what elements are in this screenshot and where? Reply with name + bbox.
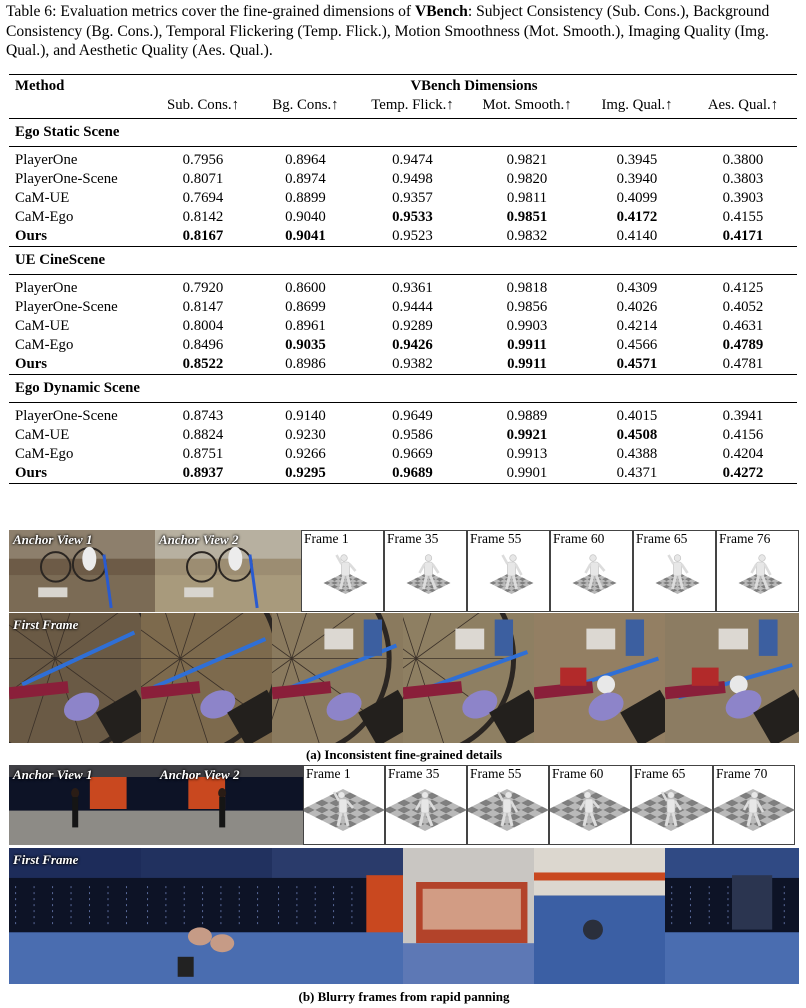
- first-frame-label: First Frame: [13, 852, 79, 867]
- frame-image: [272, 848, 403, 984]
- figure-b-bottom-row: [9, 848, 799, 984]
- frame-label: Frame 35: [388, 766, 440, 781]
- anchor-view-2: [156, 765, 303, 845]
- pose-frame: [716, 530, 799, 612]
- value-cell: 0.8142: [182, 209, 224, 225]
- frame-image: [272, 613, 403, 743]
- value-cell: 0.9913: [506, 446, 548, 462]
- pose-frame: [384, 530, 467, 612]
- anchor-view-2: [155, 530, 301, 612]
- frame-label: Frame 70: [716, 766, 768, 781]
- frame-image: [534, 613, 665, 743]
- value-cell: 0.8147: [182, 299, 224, 315]
- method-cell: CaM-Ego: [15, 337, 74, 353]
- method-cell: Ours: [15, 228, 48, 244]
- table-row: [9, 403, 797, 427]
- value-cell: 0.8964: [285, 152, 326, 168]
- generated-frame: [272, 613, 403, 743]
- value-cell: 0.7694: [182, 190, 224, 206]
- value-cell: 0.9911: [507, 337, 547, 353]
- table-row: [9, 426, 797, 445]
- value-cell: 0.3940: [616, 171, 658, 187]
- caption-vbench: VBench: [414, 3, 468, 20]
- frame-label: Frame 1: [306, 766, 351, 781]
- table-row: [9, 464, 797, 484]
- value-cell: 0.3941: [722, 408, 764, 424]
- value-cell: 0.4099: [616, 190, 658, 206]
- section-row: [9, 375, 797, 403]
- generated-frame: [9, 848, 141, 984]
- table-row: [9, 317, 797, 336]
- frame-label: Frame 65: [634, 766, 686, 781]
- value-cell: 0.9669: [392, 446, 433, 462]
- value-cell: 0.4388: [616, 446, 658, 462]
- value-cell: 0.9689: [392, 465, 433, 481]
- value-cell: 0.9811: [506, 190, 548, 206]
- value-cell: 0.8522: [182, 356, 224, 372]
- value-cell: 0.4172: [616, 209, 658, 225]
- value-cell: 0.4214: [616, 318, 658, 334]
- first-frame-label: First Frame: [13, 617, 79, 632]
- generated-frame: [141, 613, 272, 743]
- pose-frame: [550, 530, 633, 612]
- value-cell: 0.9474: [392, 152, 433, 168]
- value-cell: 0.4371: [616, 465, 658, 481]
- group-header: VBench Dimensions: [410, 78, 538, 94]
- frame-label: Frame 60: [553, 531, 605, 546]
- value-cell: 0.9901: [506, 465, 548, 481]
- value-cell: 0.7920: [182, 280, 224, 296]
- method-cell: PlayerOne-Scene: [15, 171, 118, 187]
- value-cell: 0.9820: [506, 171, 548, 187]
- frame-label: Frame 55: [470, 531, 522, 546]
- value-cell: 0.9230: [285, 427, 326, 443]
- method-cell: PlayerOne-Scene: [15, 299, 118, 315]
- value-cell: 0.9266: [285, 446, 326, 462]
- method-cell: Ours: [15, 356, 48, 372]
- generated-frame: [141, 848, 272, 984]
- figure-a-top-row: [9, 530, 799, 612]
- value-cell: 0.8600: [285, 280, 326, 296]
- pose-frame: [467, 530, 550, 612]
- frame-image: [665, 613, 799, 743]
- anchor-view-1: [9, 765, 156, 845]
- frame-image: [403, 848, 534, 984]
- generated-frame: [534, 848, 665, 984]
- table-caption: [6, 2, 800, 61]
- value-cell: 0.4789: [722, 337, 764, 353]
- method-cell: CaM-UE: [15, 318, 70, 334]
- value-cell: 0.4631: [722, 318, 764, 334]
- frame-image: [665, 848, 799, 984]
- method-cell: CaM-UE: [15, 427, 70, 443]
- section-title: Ego Dynamic Scene: [15, 380, 140, 396]
- value-cell: 0.4508: [616, 427, 658, 443]
- figure-a-bottom-row: [9, 613, 799, 743]
- table-row: [9, 189, 797, 208]
- value-cell: 0.4052: [722, 299, 764, 315]
- figure-a-caption: (a) Inconsistent fine-grained details: [305, 747, 503, 762]
- value-cell: 0.4571: [616, 356, 658, 372]
- frame-image: [9, 848, 141, 984]
- pose-frame: [385, 765, 467, 845]
- value-cell: 0.9818: [506, 280, 548, 296]
- value-cell: 0.9856: [506, 299, 548, 315]
- table-body: [9, 119, 797, 484]
- frame-label: Frame 76: [719, 531, 771, 546]
- value-cell: 0.9035: [285, 337, 326, 353]
- generated-frame: [665, 848, 799, 984]
- figure-b-top-row: [9, 765, 795, 845]
- frame-image: [403, 613, 534, 743]
- value-cell: 0.4156: [722, 427, 764, 443]
- value-cell: 0.9523: [392, 228, 433, 244]
- table-row: [9, 147, 797, 171]
- section-row: [9, 119, 797, 147]
- value-cell: 0.4566: [616, 337, 658, 353]
- value-cell: 0.9832: [506, 228, 548, 244]
- value-cell: 0.9649: [392, 408, 433, 424]
- metrics-table: [9, 74, 797, 484]
- generated-frame: [534, 613, 665, 743]
- table-row: [9, 275, 797, 299]
- method-cell: PlayerOne: [15, 152, 78, 168]
- value-cell: 0.9444: [392, 299, 433, 315]
- table-row: [9, 227, 797, 247]
- value-cell: 0.9533: [392, 209, 433, 225]
- frame-image: [534, 848, 665, 984]
- table-row: [9, 336, 797, 355]
- value-cell: 0.4026: [616, 299, 658, 315]
- value-cell: 0.4125: [722, 280, 764, 296]
- caption-prefix: Table 6: Evaluation metrics cover the fine-grained dimensions of: [6, 3, 415, 20]
- table-row: [9, 298, 797, 317]
- section-title: UE CineScene: [15, 252, 106, 268]
- generated-frame: [403, 613, 534, 743]
- value-cell: 0.9851: [506, 209, 548, 225]
- value-cell: 0.4781: [722, 356, 764, 372]
- value-cell: 0.8899: [285, 190, 326, 206]
- generated-frame: [9, 613, 141, 743]
- method-cell: PlayerOne: [15, 280, 78, 296]
- anchor-view-label: Anchor View 2: [159, 532, 239, 547]
- value-cell: 0.9289: [392, 318, 433, 334]
- caption-suffix: : Subject Consistency (Sub. Cons.), Background Consistency (Bg. Cons.), Temporal Flickering (Temp. Flick.), Motion Smoothness (Mot. Smooth.), Imaging Quality (Img. Qual.), and Aesthetic Quality (Aes. Qual.).: [6, 3, 770, 59]
- method-cell: CaM-UE: [15, 190, 70, 206]
- value-cell: 0.3803: [722, 171, 764, 187]
- value-cell: 0.8167: [182, 228, 224, 244]
- anchor-view-1: [9, 530, 155, 612]
- column-header: Bg. Cons.↑: [272, 97, 339, 113]
- value-cell: 0.8974: [285, 171, 326, 187]
- generated-frame: [403, 848, 534, 984]
- pose-frame: [467, 765, 549, 845]
- figure-b-caption: (b) Blurry frames from rapid panning: [298, 989, 510, 1004]
- value-cell: 0.7956: [182, 152, 224, 168]
- value-cell: 0.3903: [722, 190, 764, 206]
- frame-label: Frame 35: [387, 531, 439, 546]
- frame-image: [141, 848, 272, 984]
- frame-image: [141, 613, 272, 743]
- frame-label: Frame 1: [304, 531, 349, 546]
- pose-frame: [631, 765, 713, 845]
- method-cell: CaM-Ego: [15, 446, 74, 462]
- anchor-view-label: Anchor View 1: [13, 767, 93, 782]
- value-cell: 0.8751: [182, 446, 224, 462]
- frame-label: Frame 55: [470, 766, 522, 781]
- section-row: [9, 247, 797, 275]
- value-cell: 0.9361: [392, 280, 433, 296]
- value-cell: 0.9382: [392, 356, 433, 372]
- value-cell: 0.8961: [285, 318, 326, 334]
- pose-frame: [633, 530, 716, 612]
- value-cell: 0.9295: [285, 465, 326, 481]
- value-cell: 0.8071: [182, 171, 224, 187]
- column-header-row: [9, 96, 797, 119]
- value-cell: 0.4171: [722, 228, 764, 244]
- anchor-view-label: Anchor View 1: [13, 532, 93, 547]
- generated-frame: [665, 613, 799, 743]
- table-row: [9, 208, 797, 227]
- column-header: Temp. Flick.↑: [371, 97, 454, 113]
- value-cell: 0.9040: [285, 209, 326, 225]
- table-row: [9, 445, 797, 464]
- column-header: Mot. Smooth.↑: [482, 97, 572, 113]
- frame-label: Frame 65: [636, 531, 688, 546]
- value-cell: 0.3945: [616, 152, 658, 168]
- value-cell: 0.9911: [507, 356, 547, 372]
- value-cell: 0.8824: [182, 427, 224, 443]
- value-cell: 0.8743: [182, 408, 224, 424]
- value-cell: 0.9041: [285, 228, 326, 244]
- value-cell: 0.3800: [722, 152, 764, 168]
- value-cell: 0.9903: [506, 318, 548, 334]
- value-cell: 0.4140: [616, 228, 658, 244]
- value-cell: 0.9889: [506, 408, 548, 424]
- pose-frame: [713, 765, 795, 845]
- column-header: Aes. Qual.↑: [707, 97, 779, 113]
- value-cell: 0.9357: [392, 190, 433, 206]
- value-cell: 0.4272: [722, 465, 764, 481]
- method-cell: Ours: [15, 465, 48, 481]
- method-cell: PlayerOne-Scene: [15, 408, 118, 424]
- value-cell: 0.4309: [616, 280, 658, 296]
- value-cell: 0.4204: [722, 446, 764, 462]
- value-cell: 0.9498: [392, 171, 433, 187]
- table-row: [9, 170, 797, 189]
- value-cell: 0.8937: [182, 465, 224, 481]
- column-header: Img. Qual.↑: [601, 97, 673, 113]
- method-header: Method: [15, 78, 65, 94]
- value-cell: 0.8986: [285, 356, 326, 372]
- pose-frame: [301, 530, 384, 612]
- value-cell: 0.8699: [285, 299, 326, 315]
- value-cell: 0.8496: [182, 337, 224, 353]
- section-title: Ego Static Scene: [15, 124, 120, 140]
- pose-frame: [303, 765, 385, 845]
- value-cell: 0.9821: [506, 152, 548, 168]
- table-row: [9, 355, 797, 375]
- anchor-view-label: Anchor View 2: [160, 767, 240, 782]
- value-cell: 0.4155: [722, 209, 764, 225]
- value-cell: 0.9426: [392, 337, 433, 353]
- generated-frame: [272, 848, 403, 984]
- pose-frame: [549, 765, 631, 845]
- value-cell: 0.9140: [285, 408, 326, 424]
- method-cell: CaM-Ego: [15, 209, 74, 225]
- value-cell: 0.9921: [506, 427, 548, 443]
- value-cell: 0.8004: [182, 318, 224, 334]
- value-cell: 0.9586: [392, 427, 433, 443]
- value-cell: 0.4015: [616, 408, 658, 424]
- column-header: Sub. Cons.↑: [167, 97, 239, 113]
- frame-label: Frame 60: [552, 766, 604, 781]
